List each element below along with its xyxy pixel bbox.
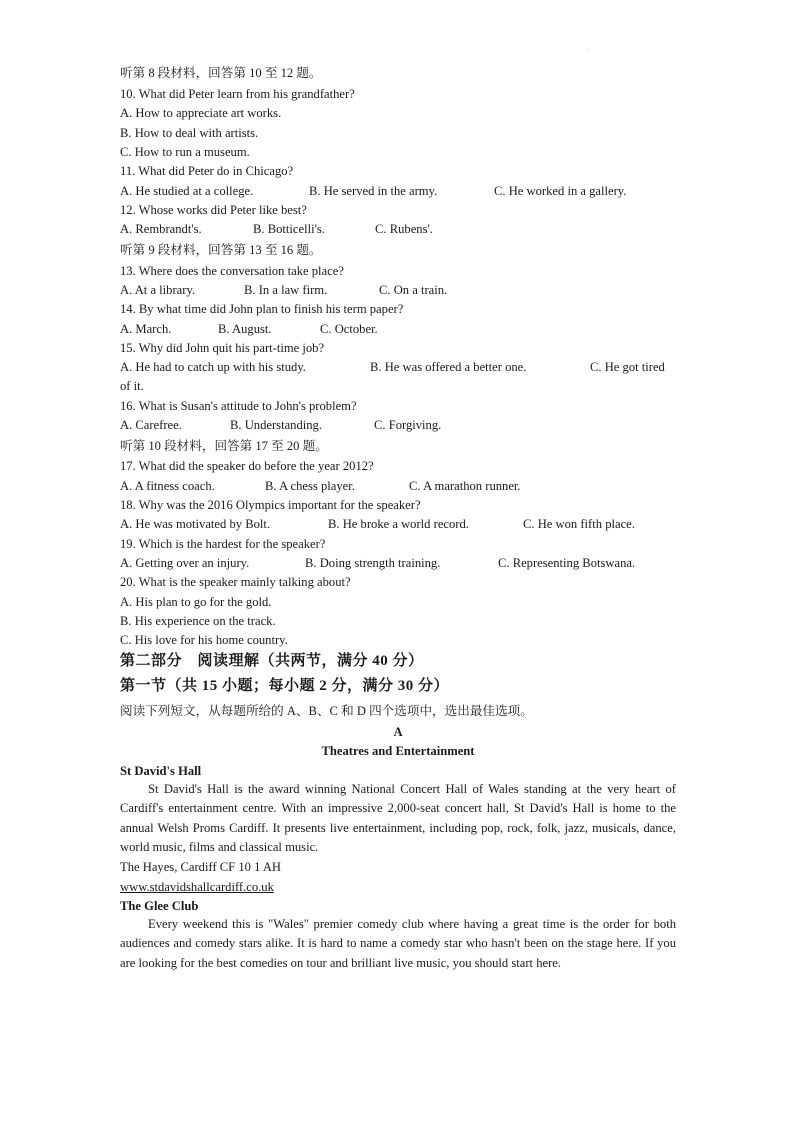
q10-option-c: C. How to run a museum. (120, 145, 250, 159)
q13-option-c: C. On a train. (379, 283, 448, 297)
q17-option-c: C. A marathon runner. (409, 479, 521, 493)
question-17: 17. What did the speaker do before the year 2012? (120, 459, 374, 473)
venue-2-description: Every weekend this is "Wales" premier comedy club where having a great time is the order for both audiences and comedy stars alike. It is hard to name a comedy star who hasn't been on the stage here. If you are looking for the best comedies on tour and brilliant live music, you should start here. (120, 917, 676, 970)
q19-option-b: B. Doing strength training. (305, 556, 441, 570)
q11-option-a: A. He studied at a college. (120, 184, 254, 198)
question-16: 16. What is Susan's attitude to John's problem? (120, 399, 357, 413)
q20-option-c: C. His love for his home country. (120, 633, 288, 647)
passage-letter: A (393, 725, 403, 739)
question-12: 12. Whose works did Peter like best? (120, 203, 307, 217)
passage-title: Theatres and Entertainment (321, 744, 475, 758)
q17-option-b: B. A chess player. (265, 479, 355, 493)
q17-option-a: A. A fitness coach. (120, 479, 215, 493)
question-13: 13. Where does the conversation take place? (120, 264, 344, 278)
question-20: 20. What is the speaker mainly talking about? (120, 575, 351, 589)
question-10: 10. What did Peter learn from his grandfather? (120, 87, 355, 101)
question-11: 11. What did Peter do in Chicago? (120, 164, 294, 178)
part-two-heading: 第二部分 阅读理解（共两节，满分 40 分） (120, 653, 424, 669)
instruction-17-20: 听第 10 段材料，回答第 17 至 20 题。 (120, 439, 328, 453)
question-18: 18. Why was the 2016 Olympics important for the speaker? (120, 498, 421, 512)
venue-2-name: The Glee Club (120, 899, 199, 913)
q15-option-a: A. He had to catch up with his study. (120, 360, 306, 374)
q19-option-a: A. Getting over an injury. (120, 556, 250, 570)
q14-option-c: C. October. (320, 322, 378, 336)
q10-option-b: B. How to deal with artists. (120, 126, 259, 140)
q18-option-a: A. He was motivated by Bolt. (120, 517, 271, 531)
q12-option-a: A. Rembrandt's. (120, 222, 202, 236)
venue-1-address: The Hayes, Cardiff CF 10 1 AH (120, 860, 282, 874)
question-15: 15. Why did John quit his part-time job? (120, 341, 325, 355)
q14-option-a: A. March. (120, 322, 172, 336)
q14-option-b: B. August. (218, 322, 272, 336)
q15-option-c: C. He got tired (590, 360, 665, 374)
question-19: 19. Which is the hardest for the speaker? (120, 537, 326, 551)
q15-option-b: B. He was offered a better one. (370, 360, 527, 374)
q13-option-b: B. In a law firm. (244, 283, 328, 297)
q16-option-b: B. Understanding. (230, 418, 322, 432)
q20-option-a: A. His plan to go for the gold. (120, 595, 272, 609)
question-14: 14. By what time did John plan to finish his term paper? (120, 302, 404, 316)
q12-option-b: B. Botticelli's. (253, 222, 325, 236)
q18-option-c: C. He won fifth place. (523, 517, 635, 531)
page-mark: . (587, 46, 589, 52)
q20-option-b: B. His experience on the track. (120, 614, 276, 628)
q11-option-b: B. He served in the army. (309, 184, 438, 198)
venue-1-name: St David's Hall (120, 764, 202, 778)
q11-option-c: C. He worked in a gallery. (494, 184, 627, 198)
venue-1-description: St David's Hall is the award winning National Concert Hall of Wales standing at the very heart of Cardiff's entertainment centre. With an impressive 2,000-seat concert hall, St David's Hall is home to the annual Welsh Proms Cardiff. It presents live entertainment, including pop, rock, folk, jazz, musicals, dance, world music, films and classical music. (120, 782, 676, 855)
section-one-heading: 第一节（共 15 小题；每小题 2 分，满分 30 分） (120, 678, 450, 694)
q12-option-c: C. Rubens'. (375, 222, 433, 236)
q19-option-c: C. Representing Botswana. (498, 556, 636, 570)
instruction-13-16: 听第 9 段材料，回答第 13 至 16 题。 (120, 243, 322, 257)
q13-option-a: A. At a library. (120, 283, 196, 297)
q10-option-a: A. How to appreciate art works. (120, 106, 282, 120)
q18-option-b: B. He broke a world record. (328, 517, 469, 531)
instruction-10-12: 听第 8 段材料，回答第 10 至 12 题。 (120, 66, 322, 80)
venue-1-website-link[interactable]: www.stdavidshallcardiff.co.uk (120, 880, 274, 894)
reading-instruction: 阅读下列短文，从每题所给的 A、B、C 和 D 四个选项中，选出最佳选项。 (120, 704, 533, 718)
q16-option-c: C. Forgiving. (374, 418, 442, 432)
q15-option-c-continued: of it. (120, 379, 144, 393)
q16-option-a: A. Carefree. (120, 418, 182, 432)
